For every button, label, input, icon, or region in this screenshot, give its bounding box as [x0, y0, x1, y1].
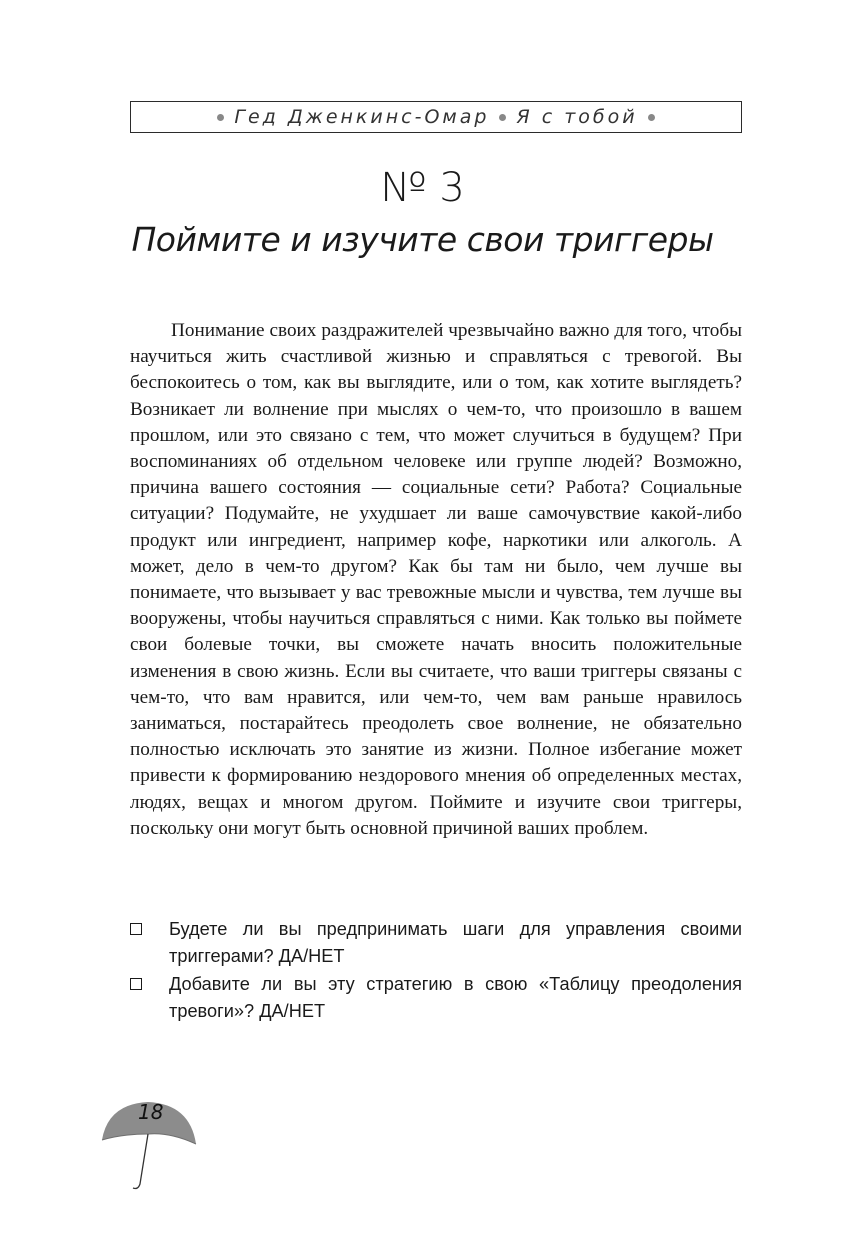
checkbox-icon[interactable]	[130, 978, 142, 990]
checklist-item	[130, 971, 742, 1024]
checkbox-icon[interactable]	[130, 923, 142, 935]
bullet-dot-icon	[499, 114, 506, 121]
header-author: Гед Дженкинс-Омар	[234, 106, 490, 128]
header-book-title: Я с тобой	[516, 106, 638, 128]
bullet-dot-icon	[217, 114, 224, 121]
bullet-dot-icon	[648, 114, 655, 121]
section-number: № 3	[380, 165, 465, 211]
page-number: 18	[138, 1100, 164, 1124]
section-title: Поймите и изучите свои триггеры	[131, 220, 714, 259]
checklist-item	[130, 916, 742, 969]
checklist-item-text: Будете ли вы предпринимать шаги для управления своими триггерами? ДА/НЕТ	[169, 919, 742, 966]
checklist-item-text: Добавите ли вы эту стратегию в свою «Таблицу преодоления тревоги»? ДА/НЕТ	[169, 974, 742, 1021]
checklist	[130, 916, 742, 1026]
running-header	[130, 101, 742, 133]
body-paragraph: Понимание своих раздражителей чрезвычайно важно для того, чтобы научиться жить счастливой жизнью и справляться с тревогой. Вы беспокоитесь о том, как вы выглядите, или о том, как хотите выглядеть? Возникает ли волнение при мыслях о чем-то, что произошло в вашем прошлом, или это связано с тем, что может случиться в будущем? При воспоминаниях об отдельном человеке или группе людей? Возможно, причина вашего состояния — социальные сети? Работа? Социальные ситуации? Подумайте, не ухудшает ли ваше самочувствие какой-либо продукт или ингредиент, например кофе, наркотики или алкоголь. А может, дело в чем-то другом? Как бы там ни было, чем лучше вы понимаете, что вызывает у вас тревожные мысли и чувства, тем лучше вы вооружены, чтобы научиться справляться с ними. Как только вы поймете свои болевые точки, вы сможете начать вносить положительные изменения в свою жизнь. Если вы считаете, что ваши триггеры связаны с чем-то, что вам нравится, или чем-то, чем вам раньше нравилось заниматься, постарайтесь преодолеть свое волнение, не обязательно полностью исключать это занятие из жизни. Полное избегание может привести к формированию нездорового мнения об определенных местах, людях, вещах и многом другом. Поймите и изучите свои триггеры, поскольку они могут быть основной причиной ваших проблем.	[130, 320, 742, 839]
